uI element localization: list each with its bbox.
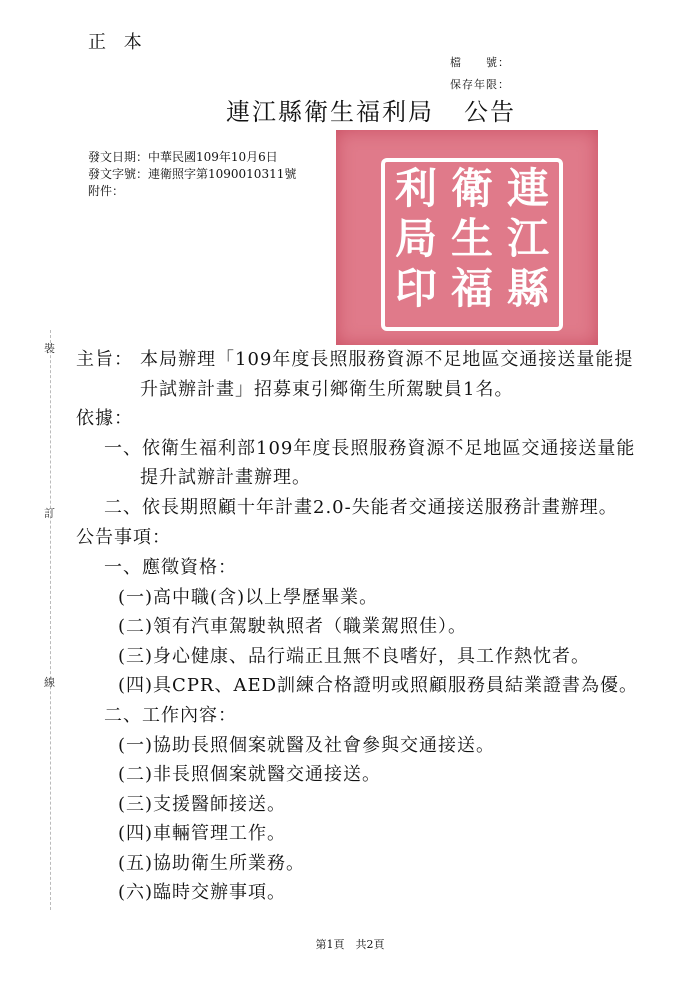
basis-label: 依據： <box>76 408 133 429</box>
binding-mark-xian: 線 <box>44 676 55 689</box>
qualifications-heading: 一、應徵資格： <box>104 557 237 578</box>
subject-line-2: 升試辦計畫」招募東引鄉衛生所駕駛員1名。 <box>140 379 514 400</box>
binding-line <box>50 330 51 910</box>
subject-line-1: 本局辦理「109年度長照服務資源不足地區交通接送量能提 <box>140 349 634 370</box>
duties-heading: 二、工作內容： <box>104 705 237 726</box>
basis-item-1: 一、依衛生福利部109年度長照服務資源不足地區交通接送量能 <box>104 438 636 459</box>
duty-item: (四)車輛管理工作。 <box>118 823 287 844</box>
duty-item: (三)支援醫師接送。 <box>118 794 287 815</box>
copy-mark: 正 本 <box>88 32 148 53</box>
file-number-label: 檔 號： <box>450 56 510 69</box>
qualification-item: (三)身心健康、品行端正且無不良嗜好，具工作熱忱者。 <box>118 646 591 667</box>
basis-item-1-continued: 提升試辦計畫辦理。 <box>140 467 311 488</box>
document-number: 發文字號：連衛照字第1090010311號 <box>88 167 297 181</box>
document-type: 公告 <box>464 98 516 126</box>
seal-border: 連 江 縣 衛 生 福 利 局 印 <box>381 158 563 331</box>
qualification-item: (二)領有汽車駕駛執照者（職業駕照佳）。 <box>118 616 468 637</box>
duty-item: (一)協助長照個案就醫及社會參與交通接送。 <box>118 735 496 756</box>
page-number-footer: 第1頁 共2頁 <box>315 938 385 951</box>
qualification-item: (一)高中職(含)以上學歷畢業。 <box>118 587 379 608</box>
duty-item: (二)非長照個案就醫交通接送。 <box>118 764 382 785</box>
page-title <box>226 92 516 127</box>
binding-mark-ding: 訂 <box>44 507 55 520</box>
duty-item: (五)協助衛生所業務。 <box>118 853 306 874</box>
basis-item-2: 二、依長期照顧十年計畫2.0-失能者交通接送服務計畫辦理。 <box>104 497 618 518</box>
official-seal-stamp <box>336 130 598 345</box>
qualification-item: (四)具CPR、AED訓練合格證明或照顧服務員結業證書為優。 <box>118 675 639 696</box>
agency-name: 連江縣衛生福利局 <box>226 98 434 126</box>
subject-label: 主旨： <box>76 349 133 370</box>
duty-item: (六)臨時交辦事項。 <box>118 882 287 903</box>
notice-label: 公告事項： <box>76 527 171 548</box>
issue-date: 發文日期：中華民國109年10月6日 <box>88 150 278 164</box>
binding-mark-zhuang: 裝 <box>44 342 55 355</box>
retention-period-label: 保存年限： <box>450 78 510 91</box>
attachment-label: 附件： <box>88 184 125 198</box>
